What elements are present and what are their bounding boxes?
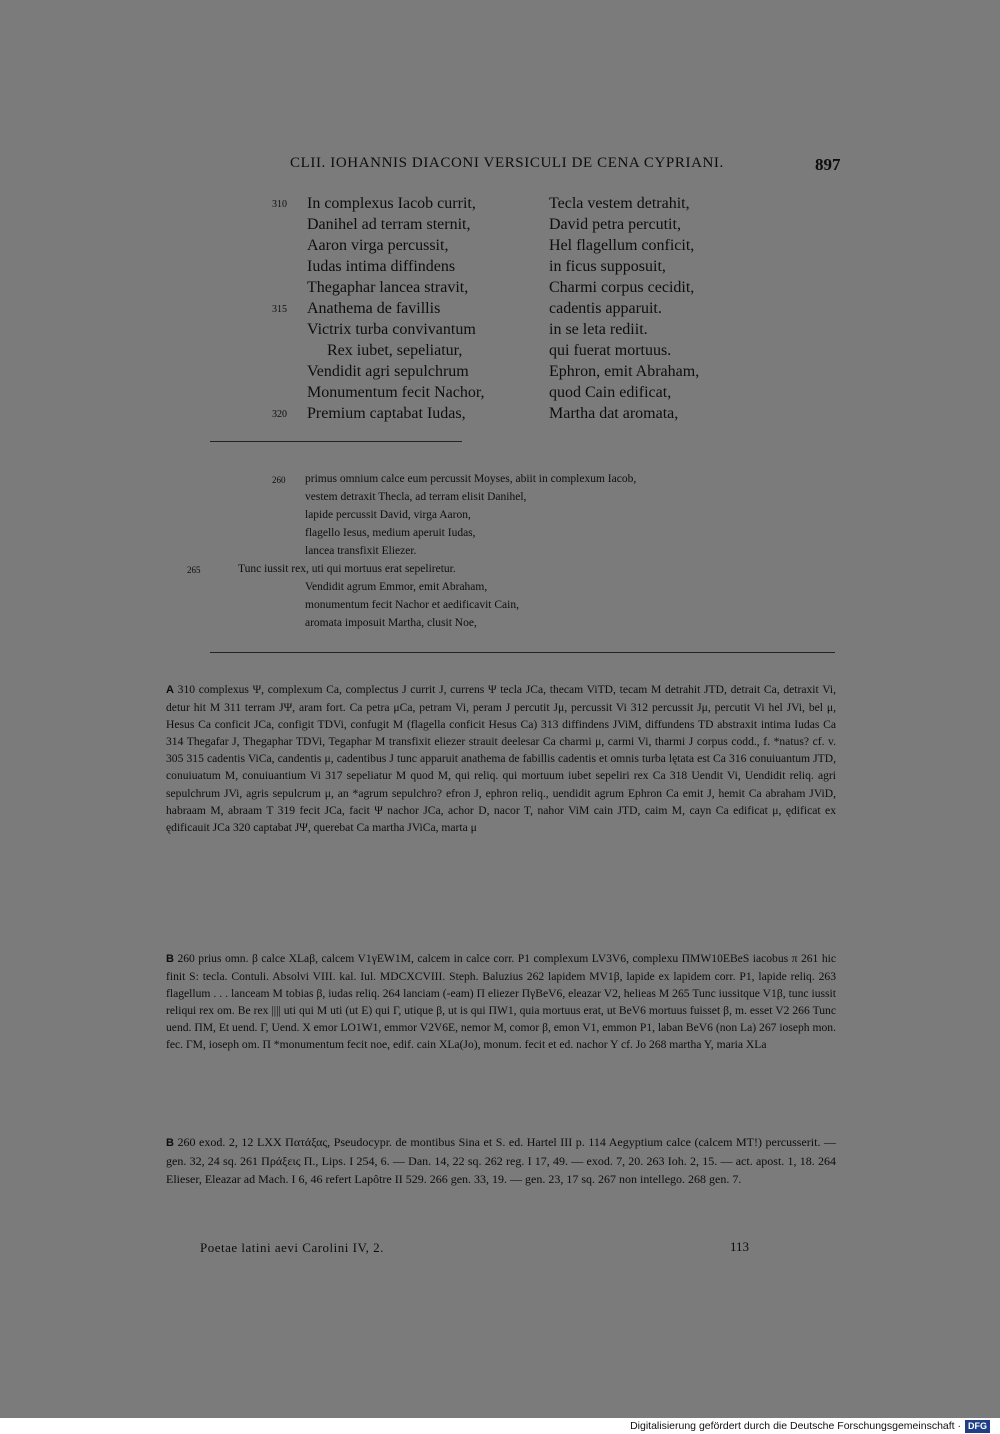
prose-line bbox=[305, 579, 487, 597]
verse-second-half: Charmi corpus cecidit, bbox=[549, 279, 695, 296]
verse-second-half: David petra percutit, bbox=[549, 216, 681, 233]
prose-text: lapide percussit David, virga Aaron, bbox=[305, 509, 471, 521]
divider-rule bbox=[210, 441, 462, 442]
prose-text: Vendidit agrum Emmor, emit Abraham, bbox=[305, 581, 488, 593]
dfg-logo: DFG bbox=[965, 1420, 990, 1433]
prose-text: vestem detraxit Thecla, ad terram elisit Danihel, bbox=[305, 491, 527, 503]
verse-line bbox=[0, 193, 1000, 214]
critical-apparatus-a bbox=[166, 681, 836, 836]
verse-line bbox=[0, 340, 1000, 361]
divider-rule bbox=[210, 652, 835, 653]
series-title: Poetae latini aevi Carolini IV, 2. bbox=[200, 1240, 384, 1255]
page-number: 897 bbox=[815, 155, 841, 174]
running-head: CLII. IOHANNIS DIACONI VERSICULI DE CENA CYPRIANI. bbox=[290, 155, 724, 171]
verse-first-half: Rex iubet, sepeliatur, bbox=[327, 342, 463, 359]
apparatus-marker: A bbox=[166, 684, 174, 696]
verse-second-half: qui fuerat mortuus. bbox=[549, 342, 672, 359]
line-number: 310 bbox=[272, 199, 287, 210]
verse-first-half: Victrix turba convivantum bbox=[307, 321, 476, 338]
apparatus-text: 260 exod. 2, 12 LXX Πατάξας, Pseudocypr. de montibus Sina et S. ed. Hartel III p. 114 Aegyptium calce (calcem MT!) percusserit. — gen. 32, 24 sq. 261 Πράξεις Π., Lips. I 254, 6. — Dan. 14, 22 sq. 262 reg. I 17, 49. — exod. 7, 20. 263 Ioh. 2, 15. — act. apost. 1, 18. 264 Elieser, Eleazar ad Mach. I 6, 46 refert Lapôtre II 529. 266 gen. 33, 19. — gen. 23, 17 sq. 267 non intellego. 268 gen. 7. bbox=[166, 1135, 836, 1186]
prose-line bbox=[305, 507, 471, 525]
verse-line bbox=[0, 235, 1000, 256]
verse-first-half: Danihel ad terram sternit, bbox=[307, 216, 471, 233]
verse-line bbox=[0, 319, 1000, 340]
source-apparatus bbox=[166, 1133, 836, 1188]
verse-first-half: Monumentum fecit Nachor, bbox=[307, 384, 485, 401]
prose-text: Tunc iussit rex, uti qui mortuus erat sepeliretur. bbox=[238, 563, 456, 575]
verse-line bbox=[0, 403, 1000, 424]
prose-line bbox=[305, 489, 526, 507]
verse-line bbox=[0, 361, 1000, 382]
verse-first-half: Iudas intima diffindens bbox=[307, 258, 456, 275]
line-number: 315 bbox=[272, 304, 287, 315]
prose-text: flagello Iesus, medium aperuit Iudas, bbox=[305, 527, 476, 539]
verse-second-half: Tecla vestem detrahit, bbox=[549, 195, 690, 212]
apparatus-text: 310 complexus Ψ, complexum Ca, complectus J currit J, currens Ψ tecla JCa, thecam ViTD, tecam M detrahit JTD, detrait Ca, detraxit Vi, detur hit M 311 terram JΨ, aram fort. Ca petra μCa, petram Vi, peram J percutit Jμ, percussit Vi 312 percussit Jμ, percutit Vi hel JVi, bel μ, Hesus Ca conficit JCa, configit TDVi, confugit M (flagella conficit Hesus Ca) 313 diffindens JViM, diffundens TD abstraxit intima Iudas Ca 314 Thegafar J, Thegaphar TDVi, Tegaphar M transfixit eliezer strauit deelesar Ca charmi μ, carmi Vi, tharmi J corpus codd., f. *natus? cf. v. 305 315 cadentis ViCa, candentis μ, cadentibus J tunc apparuit anathema de fabillis cadentis et omnis turba lętata est Ca 316 conuiuantum JTD, conuiuatum M, conuiuantium Vi 317 sepeliatur M quod M, qui reliq. qui mortuum iubet sepeliri rex Ca 318 Uendit Vi, Uendidit reliq. agri sepulchrum JVi, agris sepulcrum μ, an *agrum sepulchro? efron J, ephron reliq., uendidit agrum Ephron Ca emit J, hemit Ca abraham JViD, habraam M, abraam T 319 fecit JCa, facit Ψ nachor JCa, achor D, nacor T, nahor ViM cain JTD, caim M, cayn Ca edificat μ, ędificat ex ędificauit JCa 320 captabat JΨ, querebat Ca martha JViCa, marta μ bbox=[166, 683, 836, 834]
verse-first-half: Anathema de favillis bbox=[307, 300, 441, 317]
verse-first-half: Vendidit agri sepulchrum bbox=[307, 363, 469, 380]
dfg-credit bbox=[630, 1418, 990, 1434]
verse-line bbox=[0, 214, 1000, 235]
line-number: 320 bbox=[272, 409, 287, 420]
prose-line bbox=[305, 543, 416, 561]
prose-line bbox=[305, 597, 519, 615]
prose-text: primus omnium calce eum percussit Moyses, abiit in complexum Iacob, bbox=[305, 473, 637, 485]
prose-text: aromata imposuit Martha, clusit Noe, bbox=[305, 617, 477, 629]
verse-line bbox=[0, 277, 1000, 298]
prose-line bbox=[305, 525, 476, 543]
critical-apparatus-b bbox=[166, 950, 836, 1054]
prose-text: lancea transfixit Eliezer. bbox=[305, 545, 417, 557]
verse-second-half: cadentis apparuit. bbox=[549, 300, 662, 317]
apparatus-marker: B bbox=[166, 953, 174, 965]
prose-line bbox=[305, 615, 477, 633]
verse-second-half: in ficus supposuit, bbox=[549, 258, 666, 275]
line-number: 265 bbox=[187, 565, 201, 575]
signature-mark: 113 bbox=[730, 1239, 750, 1254]
apparatus-text: 260 prius omn. β calce XLaβ, calcem V1γEW1M, calcem in calce corr. P1 complexum LV3V6, complexu ΠMW10EBeS iacobus π 261 hic finit S: tecla. Contuli. Absolvi VIII. kal. Iul. MDCXCVIII. Steph. Baluzius 262 lapidem MV1β, lapide ex lapidem corr. P1, lapide reliq. 263 flagellum . . . lanceam M tobias β, iudas reliq. 264 lanciam (-eam) Π eliezer ΠγBeV6, eleazar V2, helieas M 265 Tunc iussitque V1β, tunc iussit reliqui rex om. Be rex |||| uti qui M uti (ut E) qui Γ, utique β, ut is qui ΠW1, quia mortuus erat, ut BeV6 mortuus fuisset β, m. esset V2 266 Tunc uend. ΠM, Et uend. Γ, Uend. X emor LO1W1, emmor V2V6E, nemor M, comor β, emon V1, emmon P1, laban BeV6 (non La) 267 ioseph mon. fec. ΓM, ioseph om. Π *monumentum fecit noe, edif. cain XLa(Jo), monum. fecit et ed. nachor Y cf. Jo 268 martha Y, maria XLa bbox=[166, 952, 836, 1052]
apparatus-marker: B bbox=[166, 1137, 174, 1149]
verse-first-half: Aaron virga percussit, bbox=[307, 237, 449, 254]
verse-second-half: Martha dat aromata, bbox=[549, 405, 679, 422]
dfg-credit-text: Digitalisierung gefördert durch die Deutsche Forschungsgemeinschaft · bbox=[630, 1420, 961, 1432]
verse-second-half: Ephron, emit Abraham, bbox=[549, 363, 700, 380]
verse-second-half: quod Cain edificat, bbox=[549, 384, 672, 401]
verse-line bbox=[0, 298, 1000, 319]
line-number: 260 bbox=[272, 475, 286, 485]
prose-line bbox=[272, 471, 637, 489]
prose-line bbox=[187, 561, 456, 579]
verse-line bbox=[0, 382, 1000, 403]
verse-first-half: In complexus Iacob currit, bbox=[307, 195, 476, 212]
verse-second-half: in se leta rediit. bbox=[549, 321, 648, 338]
verse-line bbox=[0, 256, 1000, 277]
verse-first-half: Premium captabat Iudas, bbox=[307, 405, 466, 422]
verse-first-half: Thegaphar lancea stravit, bbox=[307, 279, 469, 296]
prose-text: monumentum fecit Nachor et aedificavit Cain, bbox=[305, 599, 519, 611]
verse-second-half: Hel flagellum conficit, bbox=[549, 237, 695, 254]
